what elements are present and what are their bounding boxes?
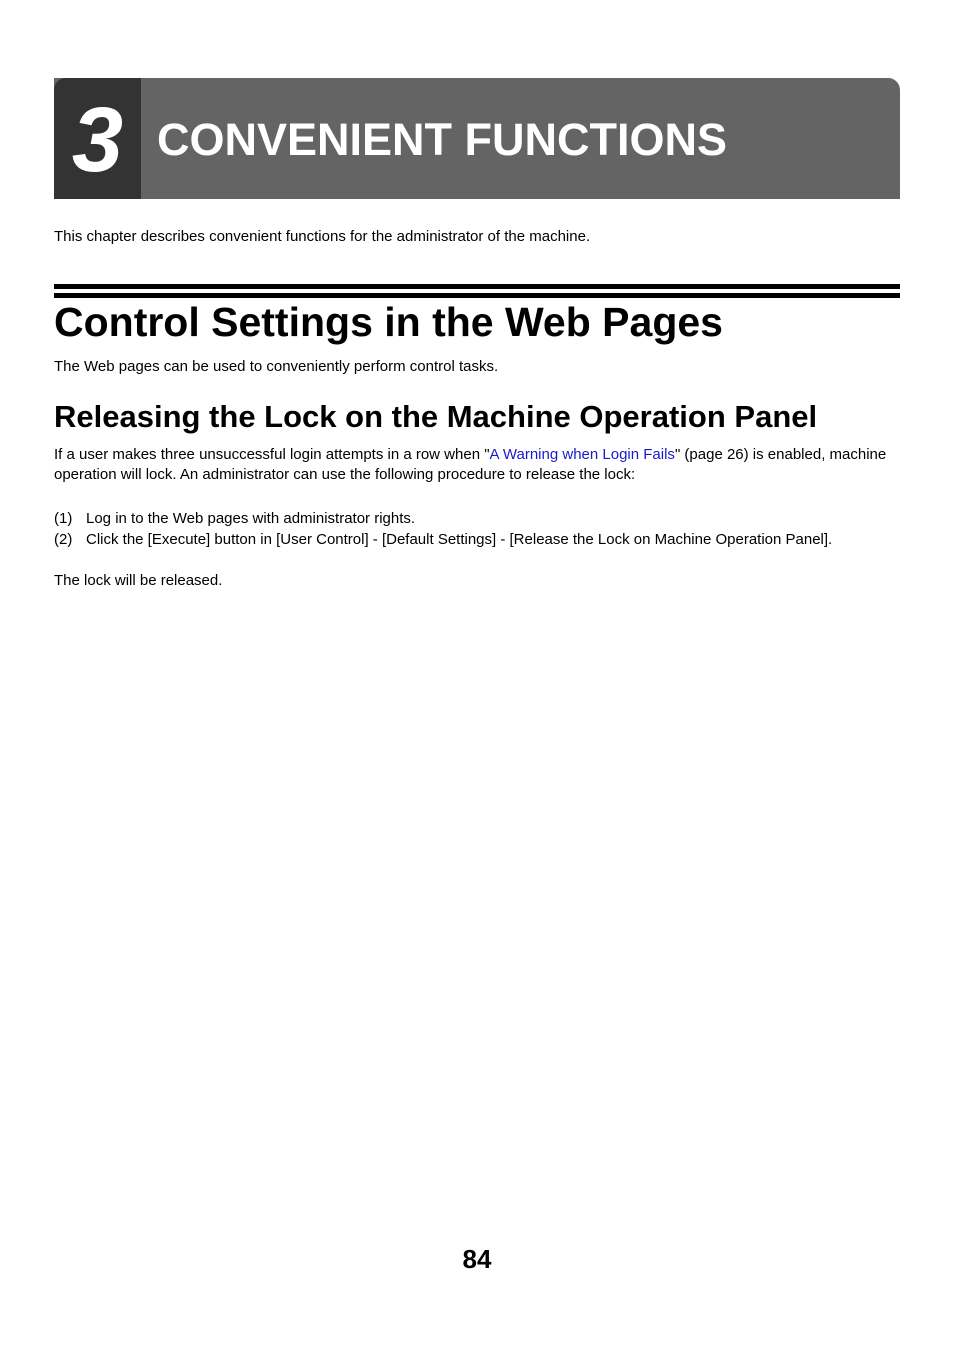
chapter-number-box [54,78,141,199]
step-text: Click the [Execute] button in [User Control] - [Default Settings] - [Release the Lock on Machine Operation Panel]. [86,531,833,548]
step-item [54,508,924,529]
warning-login-fails-link[interactable]: A Warning when Login Fails [489,446,675,463]
procedure-result: The lock will be released. [54,572,223,589]
section-heading: Control Settings in the Web Pages [54,299,723,345]
step-item [54,529,924,550]
paragraph-text-after-link: " (page 26) is enabled, machine operation will lock. An administrator can use the following procedure to release the lock: [54,446,887,483]
page-number: 84 [462,1244,492,1274]
chapter-number: 3 [71,89,124,191]
step-text: Log in to the Web pages with administrator rights. [86,510,416,527]
chapter-banner [54,78,900,199]
subsection-heading: Releasing the Lock on the Machine Operation Panel [54,399,818,434]
chapter-title: CONVENIENT FUNCTIONS [157,114,728,165]
procedure-steps [54,508,924,550]
step-number: (1) [54,510,73,527]
section-description: The Web pages can be used to conveniently perform control tasks. [54,358,499,375]
section-rule-thick [54,284,900,289]
subsection-paragraph [54,445,904,485]
step-number: (2) [54,531,73,548]
chapter-intro: This chapter describes convenient functions for the administrator of the machine. [54,228,591,245]
paragraph-text-before-link: If a user makes three unsuccessful login attempts in a row when " [54,446,490,463]
